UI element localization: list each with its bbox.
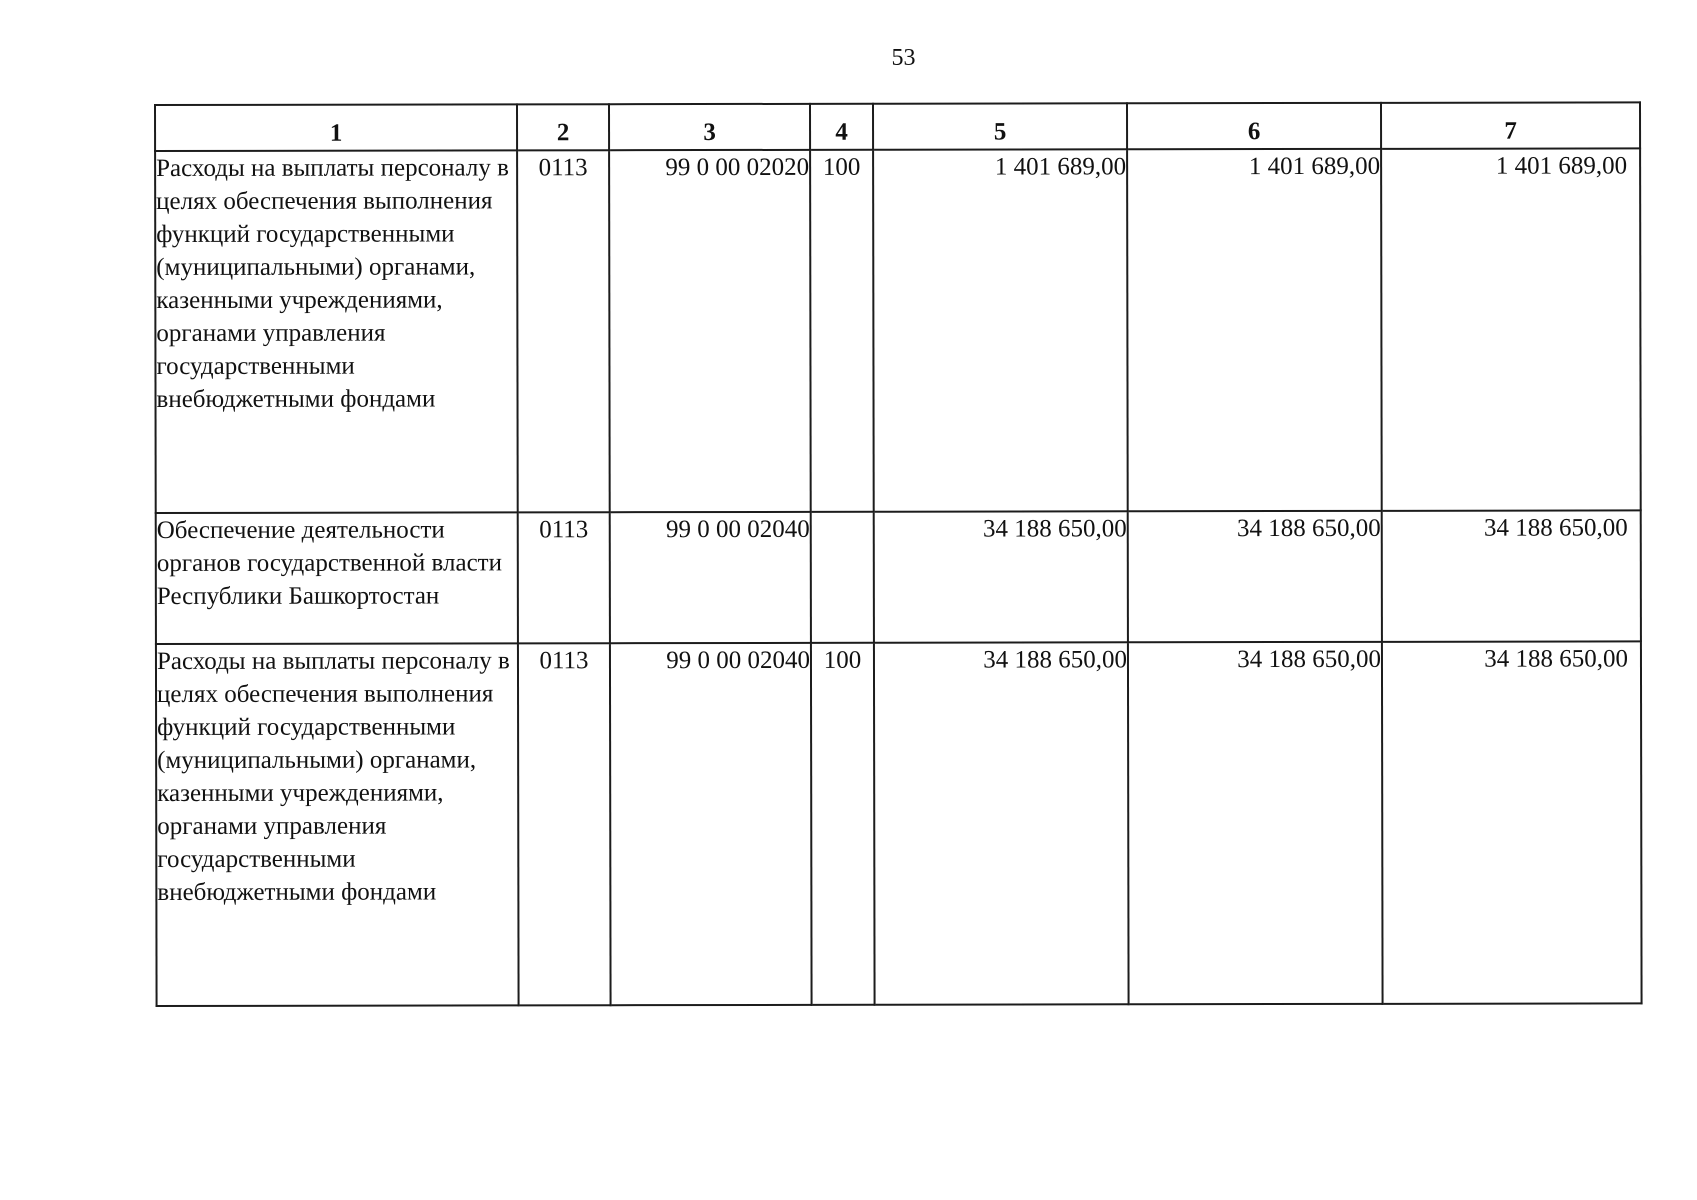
section-code-cell: 0113 (518, 512, 610, 643)
column-header-5: 5 (873, 103, 1127, 149)
target-code-cell: 99 0 00 02020 (609, 150, 811, 512)
table-header-row (155, 102, 1640, 151)
expense-name-cell: Обеспечение деятельности органов государственной власти Республики Башкортостан (156, 512, 518, 644)
amount-cell-5: 34 188 650,00 (874, 511, 1128, 642)
amount-cell-6: 34 188 650,00 (1128, 642, 1383, 1004)
amount-cell-7: 1 401 689,00 (1381, 148, 1641, 510)
column-header-3: 3 (609, 104, 810, 150)
expense-type-cell: 100 (811, 643, 875, 1005)
table-row (156, 641, 1642, 1006)
section-code-cell: 0113 (517, 150, 610, 512)
column-header-1: 1 (155, 104, 517, 151)
target-code-cell: 99 0 00 02040 (610, 512, 811, 643)
expense-type-cell: 100 (810, 150, 874, 512)
section-code-cell: 0113 (518, 643, 611, 1005)
amount-cell-5: 1 401 689,00 (873, 149, 1128, 511)
column-header-2: 2 (517, 104, 609, 150)
expense-type-cell (811, 512, 874, 643)
target-code-cell: 99 0 00 02040 (610, 643, 812, 1005)
amount-cell-7: 34 188 650,00 (1382, 641, 1642, 1003)
table-row (156, 510, 1641, 644)
page-number: 53 (891, 45, 916, 71)
amount-cell-6: 34 188 650,00 (1128, 511, 1382, 642)
amount-cell-6: 1 401 689,00 (1127, 149, 1382, 511)
amount-cell-5: 34 188 650,00 (874, 642, 1129, 1004)
table-row (155, 148, 1641, 513)
column-header-6: 6 (1127, 103, 1381, 149)
column-header-7: 7 (1381, 102, 1640, 148)
budget-table (154, 101, 1643, 1007)
expense-name-cell: Расходы на выплаты персоналу в целях обеспечения выполнения функций государственными (муниципальными) органами, казенными учреждениями, органами управления государственными внебюджетными фондами (155, 150, 518, 513)
amount-cell-7: 34 188 650,00 (1382, 510, 1641, 641)
column-header-4: 4 (810, 104, 873, 150)
expense-name-cell: Расходы на выплаты персоналу в целях обеспечения выполнения функций государственными (муниципальными) органами, казенными учреждениями, органами управления государственными внебюджетными фондами (156, 643, 519, 1006)
